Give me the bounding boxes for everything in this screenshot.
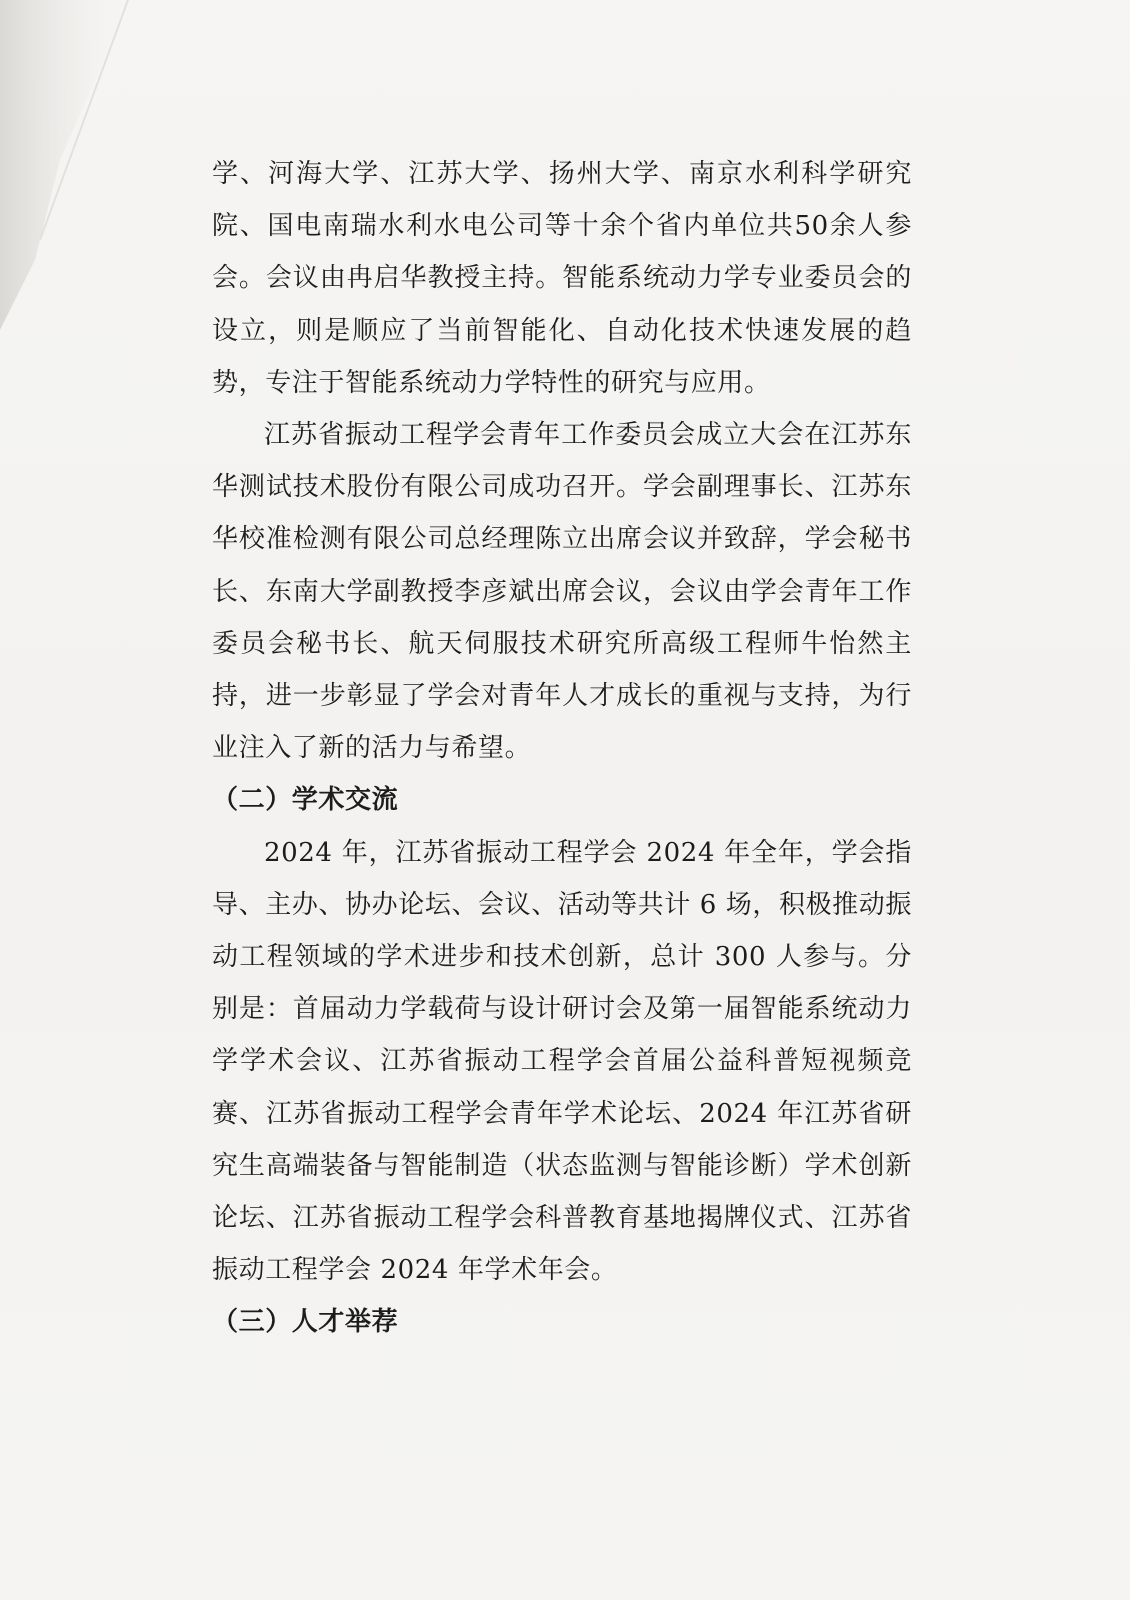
paragraph-special-committee: 学、河海大学、江苏大学、扬州大学、南京水利科学研究院、国电南瑞水利水电公司等十余个省内单位共50余人参会。会议由冉启华教授主持。智能系统动力学专业委员会的设立，则是顺应了当前智能化、自动化技术快速发展的趋势，专注于智能系统动力学特性的研究与应用。: [212, 159, 912, 398]
section-heading-talent-recommendation: （三）人才举荐: [212, 1307, 399, 1338]
paragraph-youth-committee: 江苏省振动工程学会青年工作委员会成立大会在江苏东华测试技术股份有限公司成功召开。学会副理事长、江苏东华校准检测有限公司总经理陈立出席会议并致辞，学会秘书长、东南大学副教授李彦斌出席会议，会议由学会青年工作委员会秘书长、航天伺服技术研究所高级工程师牛怡然主持，进一步彰显了学会对青年人才成长的重视与支持，为行业注入了新的活力与希望。: [212, 420, 912, 764]
section-heading-academic-exchange: （二）学术交流: [212, 785, 399, 816]
document-body: [212, 148, 912, 1349]
paragraph-academic-exchange: 2024 年，江苏省振动工程学会 2024 年全年，学会指导、主办、协办论坛、会议、活动等共计 6 场，积极推动振动工程领域的学术进步和技术创新，总计 300 人参与。分别是：首届动力学载荷与设计研讨会及第一届智能系统动力学学术会议、江苏省振动工程学会首届公益科普短视频竞赛、江苏省振动工程学会青年学术论坛、2024 年江苏省研究生高端装备与智能制造（状态监测与智能诊断）学术创新论坛、江苏省振动工程学会科普教育基地揭牌仪式、江苏省振动工程学会 2024 年学术年会。: [212, 837, 912, 1286]
